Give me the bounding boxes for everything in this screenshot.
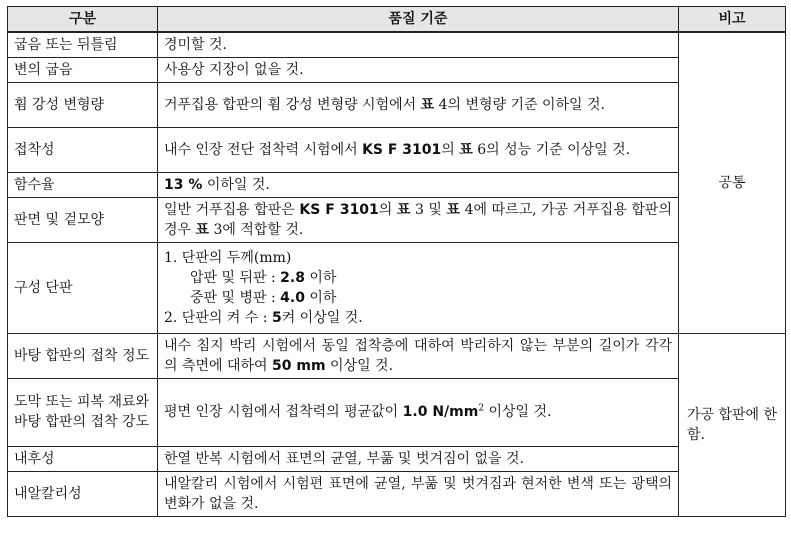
row-criteria: 경미할 것. [158, 32, 679, 57]
row-criteria [158, 127, 679, 172]
table-ref: 표 [459, 141, 473, 158]
criteria-text: 내수 인장 전단 접착력 시험에서 [164, 141, 363, 158]
header-category: 구분 [8, 7, 158, 33]
criteria-text: 내수 침지 박리 시험에서 동일 접착층에 대하여 박리하지 않는 부분의 길이가 각각의 측면에 대하여 [164, 337, 672, 374]
criteria-text: 4에 따르고, 가공 거푸집용 합판의 경우 [164, 201, 672, 238]
standard-ref: KS F 3101 [362, 141, 442, 158]
criteria-text: 이하 [304, 269, 337, 286]
row-category: 함수율 [8, 172, 158, 197]
header-criteria: 품질 기준 [158, 7, 679, 33]
table-row [8, 446, 786, 471]
table-row [8, 57, 786, 82]
row-category: 내알칼리성 [8, 471, 158, 516]
table-row [8, 32, 786, 57]
row-category: 휨 강성 변형량 [8, 82, 158, 127]
table-row [8, 82, 786, 127]
core-cross-veneer [164, 288, 672, 308]
length-value: 50 mm [272, 357, 326, 374]
ply-count [164, 308, 672, 328]
criteria-text: 6의 성능 기준 이상일 것. [472, 141, 631, 158]
criteria-text: 이하 [304, 289, 337, 306]
criteria-text: 일반 거푸집용 합판은 [164, 201, 300, 218]
row-category: 접착성 [8, 127, 158, 172]
table-row [8, 378, 786, 446]
criteria-text: 이하일 것. [202, 176, 270, 193]
row-criteria [158, 333, 679, 378]
criteria-text: 이상일 것. [484, 404, 552, 420]
criteria-text: 압판 및 뒤판 : [190, 269, 281, 286]
row-category: 변의 굽음 [8, 57, 158, 82]
table-row [8, 471, 786, 516]
row-criteria [158, 242, 679, 333]
row-criteria [158, 378, 679, 446]
strength-value: 1.0 N/mm [402, 404, 479, 420]
table-ref: 표 [195, 221, 210, 238]
criteria-text: 평면 인장 시험에서 접착력의 평균값이 [164, 404, 403, 420]
table-row [8, 127, 786, 172]
row-criteria: 내알칼리 시험에서 시험편 표면에 균열, 부풂 및 벗겨짐과 현저한 변색 또는 광택의 변화가 없을 것. [158, 471, 679, 516]
row-criteria: 한열 반복 시험에서 표면의 균열, 부풂 및 벗겨짐이 없을 것. [158, 446, 679, 471]
note-common: 공통 [679, 32, 786, 333]
veneer-thickness-heading: 1. 단판의 두께(mm) [164, 249, 292, 266]
standard-ref: KS F 3101 [299, 201, 379, 218]
face-back-veneer [164, 268, 672, 288]
criteria-text: 의 [441, 141, 460, 158]
table-row [8, 172, 786, 197]
ply-value: 5 [271, 309, 282, 326]
header-note: 비고 [679, 7, 786, 33]
row-category: 내후성 [8, 446, 158, 471]
row-criteria [158, 82, 679, 127]
criteria-text: 2. 단판의 켜 수 : [164, 309, 272, 326]
moisture-value: 13 % [164, 176, 203, 193]
row-category: 바탕 합판의 접착 정도 [8, 333, 158, 378]
criteria-text: 3에 적합할 것. [209, 221, 304, 238]
criteria-text: 거푸집용 합판의 휨 강성 변형량 시험에서 [164, 96, 421, 113]
table-ref: 표 [396, 201, 411, 218]
thickness-value: 4.0 [280, 289, 305, 306]
thickness-value: 2.8 [280, 269, 305, 286]
criteria-text: 의 [378, 201, 397, 218]
row-category: 판면 및 겉모양 [8, 197, 158, 242]
criteria-text: 3 및 [410, 201, 447, 218]
table-header-row [8, 7, 786, 33]
table-ref: 표 [446, 201, 461, 218]
row-category: 굽음 또는 뒤틀림 [8, 32, 158, 57]
criteria-text: 이상일 것. [325, 357, 394, 374]
quality-standards-table-wrapper [7, 6, 785, 517]
quality-standards-table [7, 6, 786, 517]
row-category: 구성 단판 [8, 242, 158, 333]
criteria-text: 켜 이상일 것. [281, 309, 363, 326]
row-category: 도막 또는 피복 재료와 바탕 합판의 접착 강도 [8, 378, 158, 446]
unit-superscript: 2 [478, 403, 485, 414]
table-row [8, 197, 786, 242]
note-processed: 가공 합판에 한함. [679, 333, 786, 516]
table-row [8, 242, 786, 333]
table-row [8, 333, 786, 378]
criteria-text: 중판 및 병판 : [190, 289, 281, 306]
table-ref: 표 [420, 96, 435, 113]
row-criteria [158, 172, 679, 197]
criteria-text: 4의 변형량 기준 이하일 것. [434, 96, 605, 113]
row-criteria: 사용상 지장이 없을 것. [158, 57, 679, 82]
row-criteria [158, 197, 679, 242]
